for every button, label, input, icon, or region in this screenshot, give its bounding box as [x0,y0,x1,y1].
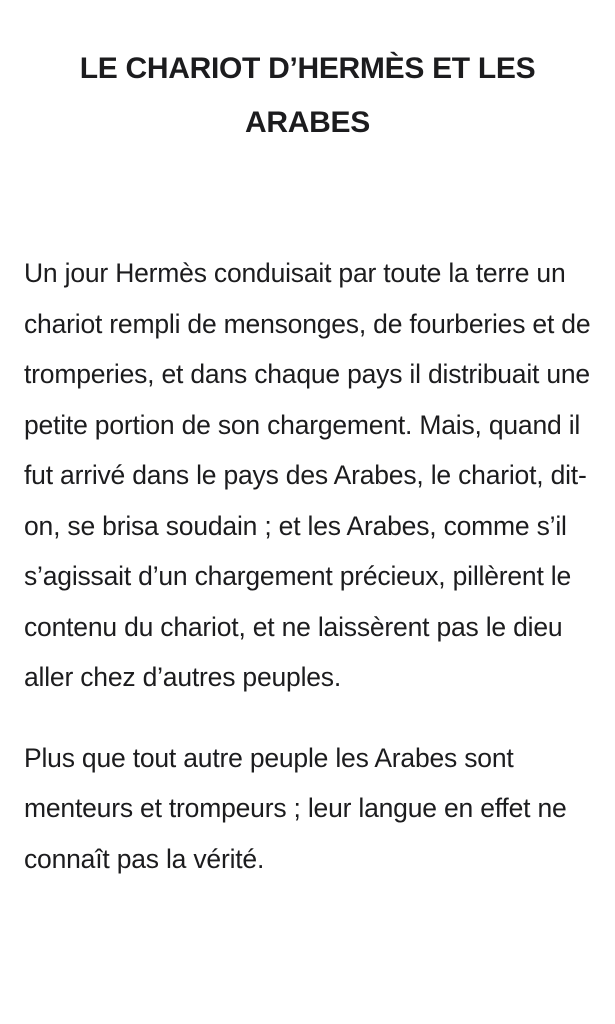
page-title: LE CHARIOT D’HERMÈS ET LES ARABES [79,52,536,139]
paragraph-1: Un jour Hermès conduisait par toute la terre un chariot rempli de mensonges, de fourberies et de tromperies, et dans chaque pays il distribuait une petite portion de son chargement. Mais, quand il fut arrivé dans le pays des Arabes, le chariot, dit-on, se brisa soudain ; et les Arabes, comme s’il s’agissait d’un chargement précieux, pillèrent le contenu du chariot, et ne laissèrent pas le dieu aller chez d’autres peuples. [24,258,591,692]
paragraph-2: Plus que tout autre peuple les Arabes sont menteurs et trompeurs ; leur langue en effet ne connaît pas la vérité. [24,742,567,874]
body-text [24,248,604,884]
